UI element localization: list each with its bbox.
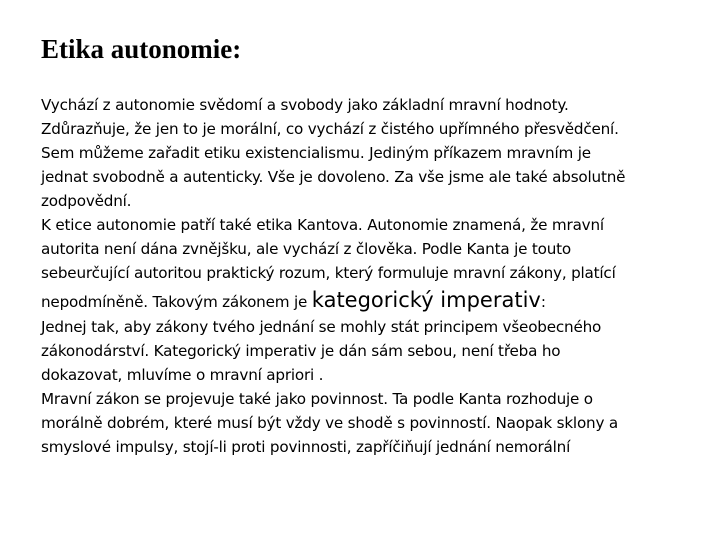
slide-body-text [41, 93, 691, 459]
text-line: Jednej tak, aby zákony tvého jednání se mohly stát principem všeobecného [41, 318, 602, 336]
text-line: Vychází z autonomie svědomí a svobody jako základní mravní hodnoty. [41, 96, 569, 114]
text-line: K etice autonomie patří také etika Kantova. Autonomie znamená, že mravní [41, 216, 604, 234]
text-line: zákonodárství. Kategorický imperativ je dán sám sebou, není třeba ho [41, 342, 561, 360]
text-line: Zdůrazňuje, že jen to je morální, co vychází z čistého upřímného přesvědčení. [41, 120, 619, 138]
categorical-imperative-term: kategorický imperativ [311, 288, 541, 312]
emphasis-line-lead: nepodmíněně. Takovým zákonem je [41, 293, 312, 311]
text-line: zodpovědní. [41, 192, 132, 210]
text-line: autorita není dána zvnějšku, ale vychází z člověka. Podle Kanta je touto [41, 240, 571, 258]
text-line: sebeurčující autoritou praktický rozum, který formuluje mravní zákony, platící [41, 264, 616, 282]
text-line: morálně dobrém, které musí být vždy ve shodě s povinností. Naopak sklony a [41, 414, 618, 432]
text-line: smyslové impulsy, stojí-li proti povinnosti, zapříčiňují jednání nemorální [41, 438, 571, 456]
text-line: Mravní zákon se projevuje také jako povinnost. Ta podle Kanta rozhoduje o [41, 390, 593, 408]
emphasis-line [41, 285, 691, 315]
text-line: Sem můžeme zařadit etiku existencialismu. Jediným příkazem mravním je [41, 144, 591, 162]
text-line: dokazovat, mluvíme o mravní apriori . [41, 366, 324, 384]
slide-title: Etika autonomie: [41, 34, 242, 64]
emphasis-line-colon: : [540, 293, 546, 311]
text-line: jednat svobodně a autenticky. Vše je dovoleno. Za vše jsme ale také absolutně [41, 168, 626, 186]
